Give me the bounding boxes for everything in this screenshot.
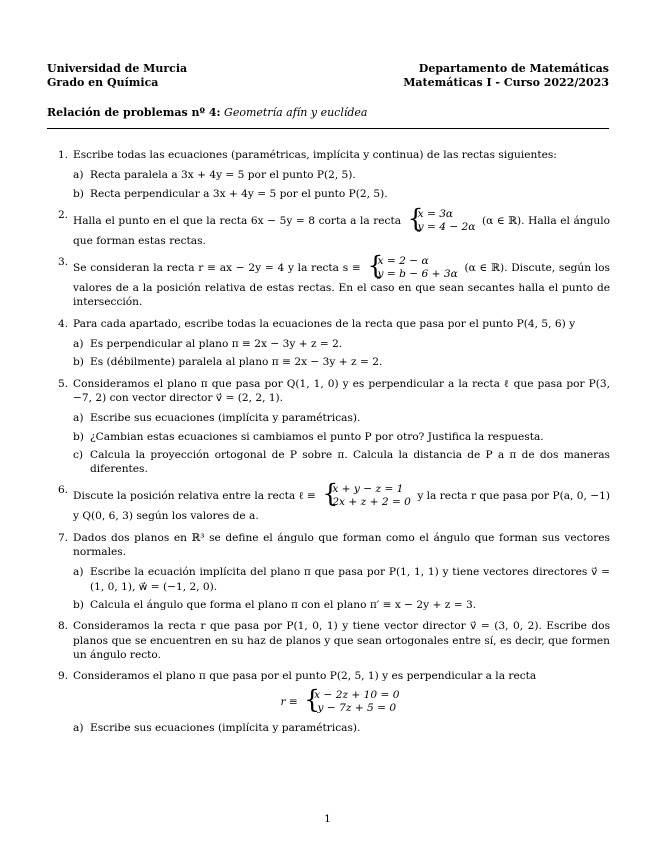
problem-7 xyxy=(47,531,610,612)
problem-text: Para cada apartado, escribe todas la ecuaciones de la recta que pasa por el punto P(4, 5, 6) y xyxy=(73,317,576,330)
subproblem-a: a) Recta paralela a 3x + 4y = 5 por el punto P(2, 5). xyxy=(73,169,356,182)
course-name: Matemáticas I - Curso 2022/2023 xyxy=(403,76,609,89)
equation-system: { x = 3α y = 4 − 2α xyxy=(407,203,476,233)
subproblem-text: Calcula el ángulo que forma el plano π con el plano π′ ≡ x − 2y + z = 3. xyxy=(90,598,477,611)
subproblem-text: Escribe sus ecuaciones (implícita y paramétricas). xyxy=(90,412,361,425)
problem-text-continued: (α ∈ ℝ). Discute, según los valores de a la posición relativa de estas rectas. En el caso en que sean secantes halla el punto de intersección. xyxy=(73,262,610,309)
equation-system: { x + y − z = 1 2x + z + 2 = 0 xyxy=(322,479,411,509)
problem-number: 7. xyxy=(58,531,69,544)
problem-text: Escribe todas las ecuaciones (paramétricas, implícita y continua) de las rectas siguientes: xyxy=(73,149,557,161)
problem-text: Consideramos el plano π que pasa por el punto P(2, 5, 1) y es perpendicular a la recta xyxy=(73,670,537,683)
problem-1 xyxy=(47,148,610,201)
subproblem-b: b) ¿Cambian estas ecuaciones si cambiamos el punto P por otro? Justifica la respuesta. xyxy=(73,430,544,443)
subproblem-a: a) Escribe la ecuación implícita del plano π que pasa por P(1, 1, 1) y tiene vectores directores v⃗ = (1, 0, 1), w⃗ = (−1, 2, 0). xyxy=(73,566,610,593)
subproblem-text: Es perpendicular al plano π ≡ 2x − 3y + z = 2. xyxy=(90,338,343,351)
title-divider xyxy=(47,128,609,129)
problem-text: Consideramos el plano π que pasa por Q(1, 1, 0) y es perpendicular a la recta ℓ que pasa por P(3, −7, 2) con vector director v⃗ = (2, 2, 1). xyxy=(73,377,610,404)
subproblem-b: b) Recta perpendicular a 3x + 4y = 5 por el punto P(2, 5). xyxy=(73,187,388,200)
problem-6 xyxy=(47,479,610,523)
subproblem-text: Recta perpendicular a 3x + 4y = 5 por el punto P(2, 5). xyxy=(90,187,388,200)
problem-text: Halla el punto en el que la recta 6x − 5y = 8 corta a la recta xyxy=(73,214,402,227)
sheet-title-topic: Geometría afín y euclídea xyxy=(224,106,368,119)
subproblem-a: a) Escribe sus ecuaciones (implícita y paramétricas). xyxy=(73,722,361,735)
header-right xyxy=(403,62,609,90)
problem-text-continued: y la recta r que pasa por P(a, 0, −1) y Q(0, 6, 3) según los valores de a. xyxy=(73,490,610,523)
problem-number: 8. xyxy=(58,620,69,633)
problem-3 xyxy=(47,251,610,310)
subproblem-c: c) Calcula la proyección ortogonal de P sobre π. Calcula la distancia de P a π de dos maneras diferentes. xyxy=(73,448,610,476)
problem-number: 9. xyxy=(58,670,69,683)
problem-number: 3. xyxy=(58,256,69,269)
line-equation: r ≡ { x − 2z + 10 = 0 y − 7z + 5 = 0 xyxy=(280,685,400,715)
department-name: Departamento de Matemáticas xyxy=(418,62,609,75)
problem-text: Dados dos planos en ℝ³ se define el ángulo que forman como el ángulo que forman sus vectores normales. xyxy=(73,531,610,559)
subproblem-b: b) Es (débilmente) paralela al plano π ≡ 2x − 3y + z = 2. xyxy=(73,356,383,369)
problem-2 xyxy=(47,203,611,248)
problem-5 xyxy=(47,377,610,477)
problem-text: Se consideran la recta r ≡ ax − 2y = 4 y la recta s ≡ xyxy=(73,262,361,275)
equation-system: { x = 2 − α y = b − 6 + 3α xyxy=(367,251,458,281)
subproblem-text: Escribe sus ecuaciones (implícita y paramétricas). xyxy=(90,722,361,735)
subproblem-a: a) Es perpendicular al plano π ≡ 2x − 3y + z = 2. xyxy=(73,338,343,351)
page-number: 1 xyxy=(324,813,331,825)
degree-name: Grado en Química xyxy=(47,76,159,89)
problem-9 xyxy=(47,669,610,736)
problem-number: 1. xyxy=(58,149,69,161)
problem-4 xyxy=(47,317,610,370)
equation-system: { x − 2z + 10 = 0 y − 7z + 5 = 0 xyxy=(304,685,400,715)
problem-text: Consideramos la recta r que pasa por P(1, 0, 1) y tiene vector director v⃗ = (3, 0, 2). Escribe dos planos que se encuentren en su haz de planos y que sean ortogonales entre sí, es decir, que formen un ángulo recto. xyxy=(73,620,610,661)
subproblem-text: ¿Cambian estas ecuaciones si cambiamos el punto P por otro? Justifica la respuesta. xyxy=(90,430,544,443)
subproblem-text: Calcula la proyección ortogonal de P sobre π. Calcula la distancia de P a π de dos maneras diferentes. xyxy=(90,448,610,476)
problem-number: 5. xyxy=(58,377,69,390)
sheet-title-prefix: Relación de problemas nº 4: xyxy=(47,106,221,119)
subproblem-text: Escribe la ecuación implícita del plano π que pasa por P(1, 1, 1) y tiene vectores directores v⃗ = (1, 0, 1), w⃗ = (−1, 2, 0). xyxy=(90,566,610,593)
subproblem-b: b) Calcula el ángulo que forma el plano π con el plano π′ ≡ x − 2y + z = 3. xyxy=(73,598,477,611)
subproblem-text: Es (débilmente) paralela al plano π ≡ 2x − 3y + z = 2. xyxy=(90,356,383,369)
problem-8 xyxy=(47,619,610,662)
problem-number: 6. xyxy=(58,484,69,497)
subproblem-text: Recta paralela a 3x + 4y = 5 por el punto P(2, 5). xyxy=(90,169,356,182)
sheet-title xyxy=(47,106,367,121)
university-name: Universidad de Murcia xyxy=(47,62,188,75)
subproblem-a: a) Escribe sus ecuaciones (implícita y paramétricas). xyxy=(73,412,361,425)
problem-list xyxy=(47,148,610,743)
problem-number: 4. xyxy=(58,317,69,330)
problem-text-continued: (α ∈ ℝ). Halla el ángulo que forman estas rectas. xyxy=(73,214,611,247)
problem-text: Discute la posición relativa entre la recta ℓ ≡ xyxy=(73,490,316,503)
problem-number: 2. xyxy=(58,208,69,221)
header-left xyxy=(47,62,187,90)
